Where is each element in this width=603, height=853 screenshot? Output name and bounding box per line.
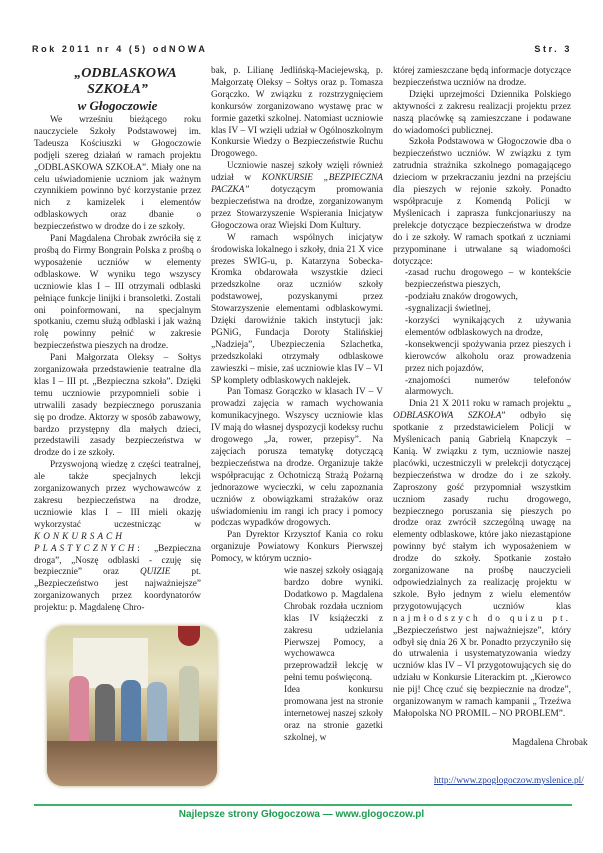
list-item: -konsekwencji spożywania przez pieszych i kierowców alkoholu oraz prowadzenia przez nich pojazdów, [405,339,571,374]
paragraph: Pan Tomasz Gorączko w klasach IV – V prowadzi zajęcia w ramach wychowania komunikacyjnego. Wszyscy uczniowie klas IV mają do własnej dyspozycji kodeksy ruchu drogowego „Ja, rower, przepisy”. Na zajęciach porusza tematykę dotyczącą bezpieczeństwa na drodze. Organizuje także współpracując z Ochotniczą Strażą Pożarną jednorazowe wycieczki, w celu zapoznania uczniów z obowiązkami strażaków oraz uświadomieniu im rangi ich pracy i pomocy podczas wypadków drogowych. [211,387,383,529]
paragraph: Dzięki uprzejmości Dziennika Polskiego aktywności z zakresu realizacji projektu przez naszą placówkę są zamieszczane i podawane do wiadomości publicznej. [393,89,571,136]
column-1 [34,66,201,615]
paragraph: której zamieszczane będą informacje dotyczące bezpieczeństwa uczniów na drodze. [393,66,571,88]
text-italic: KONKURSIE „BEZPIECZNA PACZKA” [211,173,383,196]
paragraph [34,460,201,615]
list-item: -podziału znaków drogowych, [405,292,518,303]
text: Uczniowie naszej szkoły wzięli również udział w [211,161,383,184]
title-sub: w Głogoczowie [77,98,158,113]
author-signature: Magdalena Chrobak [512,738,588,748]
child-figure [69,676,89,746]
paragraph: bak, p. Lilianę Jedlińską-Maciejewską, p. Małgorzatę Oleksy – Sołtys oraz p. Tomasza Gorączko. W związku z rozstrzygnięciem konkursów zorganizowano wystawę prac w formie gazetki szkolnej. Natomiast uczniowie klas IV – VI wzięli udział w Ogólnoszkolnym Konkursie Wiedzy o Bezpieczeństwie Ruchu Drogowego. [211,66,383,160]
article-title [34,66,201,115]
child-figure [121,680,141,746]
list-item: -zasad ruchu drogowego – w kontekście bezpieczeństwa pieszych, [405,268,571,291]
emblem [178,626,200,646]
paragraph: We wrześniu bieżącego roku nauczyciele Szkoły Podstawowej im. Tadeusza Kościuszki w Głogoczowie podjęli szereg działań w ramach projektu „ODBLASKOWA SZKOŁA”. Miały one na celu uświadomienie uczniom jak ważnym czynnikiem powinno być korzystanie przez nich z kamizelek i elementów odblaskowych oraz dbanie o bezpieczeństwo w drodze do i ze szkoły. [34,115,201,233]
classroom-photo [47,626,217,786]
list-item: -sygnalizacji świetlnej, [405,304,491,315]
child-figure [147,682,167,746]
paragraph: wie naszej szkoły osiągają bardzo dobre wyniki. Dodatkowo p. Magdalena Chrobak rozdała uczniom klas IV książeczki z zakresu udzielania Pierwszej Pomocy, a wychowawca przeprowadził lekcję w pełni temu poświęconą. [284,566,383,684]
topics-list [393,268,571,399]
text: dotyczącym promowania bezpieczeństwa na drodze, zorganizowanym przez Stowarzyszenie Wspierania Inicjatyw Głogoczowa oraz Wiejski Dom Kultury. [211,185,383,231]
paragraph: Pani Małgorzata Oleksy – Sołtys zorganizowała przedstawienie teatralne dla klas I – III pt. „Bezpieczna szkoła”. Dzięki temu uczniowie przypomnieli sobie i utrwalili zasady bezpiecznego poruszania się po drodze. Aktorzy w sposób zabawowy, bardzo przystępny dla małych dzieci, przedstawili zasady bezpieczeństwa w drodze do i ze szkoły. [34,353,201,459]
text-italic: QUIZIE [139,567,171,578]
text-continues: pt. „Bezpieczeństwo jest najważniejsze” zorganizowanych przez koordynatorów projektu: p. Magdalenę Chro- [34,567,201,614]
text: Przyswojoną wiedzę z części teatralnej, ale także specjalnych lekcji zorganizowanych przez wychowawców z zakresu bezpieczeństwa na drodze, uczniowie klas I – III mieli okazję wykorzystać uczestnicząc w [34,460,201,530]
column-3 [393,66,571,721]
footer-divider [34,804,572,806]
text: „Bezpieczeństwo jest najważniejsze”, który odbył się dnia 26 X br. Ponadto przyczyniło się do utrwalenia i usystematyzowania wiedzy uczniów klas IV – VI przygotowujących się do udziału w Konkursie Literackim pt. „Kierowco nie pij! Chcę czuć się bezpiecznie na drodze”, organizowanym w ramach kampanii „ Trzeźwa Małopolska NO PROMIL – NO PROBLEM”. [393,625,571,719]
adult-figure [179,666,199,746]
seated-audience [47,741,217,786]
text-spaced: najmłodszych do quizu pt. [393,613,571,624]
text-italic: ODBLASKOWA SZKOŁA [393,411,502,422]
list-item: -znajomości numerów telefonów alarmowych. [405,375,571,398]
school-website-link[interactable]: http://www.zpoglogoczow.myslenice.pl/ [434,776,584,786]
text: ” odbyło się spotkanie z przedstawicielem Policji w Myślenicach panią Gabrielą Knapczyk – Kanią. W związku z tym, uczniowie naszej placówki, uczestniczyli w prelekcji dotyczącej bezpieczeństwa w drodze do i ze szkoły. Zaproszony gość przypomniał wszystkim uczniom zasady ruchu drogowego, bezpiecznego poruszania się pieszych po drodze oraz zwrócił szczególną uwagę na elementy odblaskowe, które jako niezastąpione powinny być stałym ich wyposażeniem w drodze do szkoły. Spotkanie zostało zorganizowane na prośbę nauczycieli odpowiedzialnych za realizację projektu w szkole. Było jednym z wielu elementów przygotowujących uczniów klas [393,411,571,612]
narrow-text [284,566,383,745]
child-figure [95,684,115,746]
list-item: -korzyści wynikających z używania elementów odblaskowych na drodze, [405,316,571,338]
page-header [32,44,572,58]
page-number: Str. 3 [534,44,572,54]
text: Dnia 21 X 2011 roku w ramach projektu „ [409,399,571,410]
footer-text: Najlepsze strony Głogoczowa — www.glogoczow.pl [178,809,425,820]
paragraph: W ramach wspólnych inicjatyw środowiska lokalnego i szkoły, dnia 21 X vice prezes SWIG-u, p. Katarzyna Sobecka-Kromka obdarowała wszystkie dzieci przedszkolne oraz uczniów szkoły podstawowej, pozyskanymi przez Stowarzyszenie elementami odblaskowymi. Dzięki darowiźnie takich instytucji jak: PGNiG, Fundacja Doroty Stalińskiej „Nadzieja”, Ubezpieczenia Szlachetka, przedszkolaki otrzymały odblaskowe zawieszki – misie, zaś uczniowie klas IV – VI SP komplety odblaskowych naklejek. [211,232,383,386]
paragraph: Idea konkursu promowana jest na stronie internetowej naszej szkoły oraz na stronie gazetki szkolnej, w [284,685,383,743]
column-2 [211,66,383,745]
title-main: „ODBLASKOWA SZKOŁA” [74,66,177,97]
paragraph: Szkoła Podstawowa w Głogoczowie dba o bezpieczeństwo uczniów. W związku z tym zatrudnia strażnika szkolnego pomagającego dzieciom w przekraczaniu jezdni na przejściu dla pieszych w rejonie szkoły. Ponadto współpracuje z Komendą Policji w Myślenicach i zaprasza funkcjonariuszy na prelekcje dotyczące bezpieczeństwa w drodze do i ze szkoły. W ramach spotkań z uczniami przypominane i utrwalane są wiadomości dotyczące: [393,137,571,267]
paragraph: Pani Magdalena Chrobak zwróciła się z prośbą do Firmy Bongrain Polska z prośbą o wyposażenie uczniów w elementy odblaskowe. W wyniku tego wszyscy uczniowie klas I – III otrzymali odblaski pełniące funkcje linijki i bransoletki. Zostali oni poinformowani, na specjalnym spotkaniu, czemu służą odblaski i jak ważną rolę powinny pełnić w zakresie bezpieczeństwa pieszych na drodze. [34,234,201,352]
paragraph [393,399,571,720]
text-italic: KONKURSACH PLASTYCZNYCH [34,531,138,554]
text: : „Bezpieczna droga”, „Noszę odblaski - czuję się bezpiecznie” oraz [34,543,201,578]
paragraph [211,161,383,232]
issue-label: Rok 2011 nr 4 (5) odNOWA [32,44,208,54]
paragraph: Pan Dyrektor Krzysztof Kania co roku organizuje Powiatowy Konkurs Pierwszej Pomocy, w którym ucznio- [211,530,383,565]
